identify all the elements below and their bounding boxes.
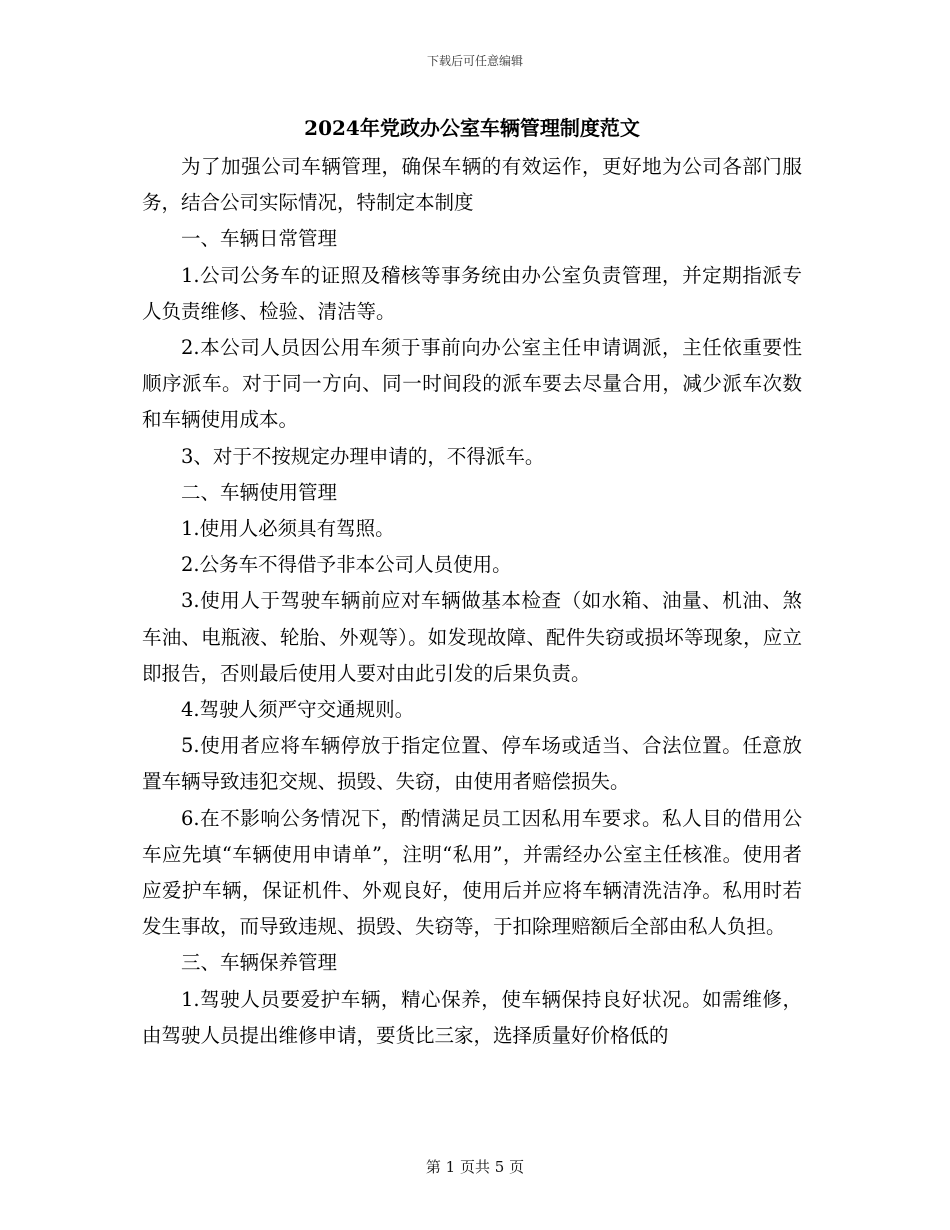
- page-footer: 第 1 页共 5 页: [425, 1158, 525, 1176]
- paragraph-daily-2: 2.本公司人员因公用车须于事前向办公室主任申请调派，主任依重要性顺序派车。对于同一方向、同一时间段的派车要去尽量合用，减少派车次数和车辆使用成本。: [142, 336, 802, 432]
- section-heading-daily-management: 一、车辆日常管理: [181, 227, 338, 251]
- paragraph-usage-2: 2.公务车不得借予非本公司人员使用。: [181, 553, 512, 577]
- paragraph-usage-4: 4.驾驶人须严守交通规则。: [181, 698, 415, 722]
- paragraph-usage-5: 5.使用者应将车辆停放于指定位置、停车场或适当、合法位置。任意放置车辆导致违犯交规、损毁、失窃，由使用者赔偿损失。: [142, 734, 802, 794]
- document-title: 2024年党政办公室车辆管理制度范文: [304, 116, 640, 140]
- paragraph-daily-3: 3、对于不按规定办理申请的，不得派车。: [181, 444, 545, 468]
- paragraph-maintenance-1: 1.驾驶人员要爱护车辆，精心保养，使车辆保持良好状况。如需维修，由驾驶人员提出维修申请，要货比三家，选择质量好价格低的: [142, 987, 802, 1047]
- paragraph-intro: 为了加强公司车辆管理，确保车辆的有效运作，更好地为公司各部门服务，结合公司实际情况，特制定本制度: [142, 155, 802, 215]
- paragraph-usage-6: 6.在不影响公务情况下，酌情满足员工因私用车要求。私人目的借用公车应先填“车辆使用申请单”，注明“私用”，并需经办公室主任核准。使用者应爱护车辆，保证机件、外观良好，使用后并应将车辆清洗洁净。私用时若发生事故，而导致违规、损毁、失窃等，于扣除理赔额后全部由私人负担。: [142, 806, 802, 939]
- paragraph-usage-1: 1.使用人必须具有驾照。: [181, 517, 395, 541]
- paragraph-usage-3: 3.使用人于驾驶车辆前应对车辆做基本检查（如水箱、油量、机油、煞车油、电瓶液、轮胎、外观等）。如发现故障、配件失窃或损坏等现象，应立即报告，否则最后使用人要对由此引发的后果负责。: [142, 589, 802, 685]
- paragraph-daily-1: 1.公司公务车的证照及稽核等事务统由办公室负责管理，并定期指派专人负责维修、检验、清洁等。: [142, 263, 802, 323]
- document-body: [142, 113, 802, 1054]
- page-header: 下载后可任意编辑: [426, 54, 523, 68]
- section-heading-usage-management: 二、车辆使用管理: [181, 480, 338, 504]
- section-heading-maintenance-management: 三、车辆保养管理: [181, 951, 338, 975]
